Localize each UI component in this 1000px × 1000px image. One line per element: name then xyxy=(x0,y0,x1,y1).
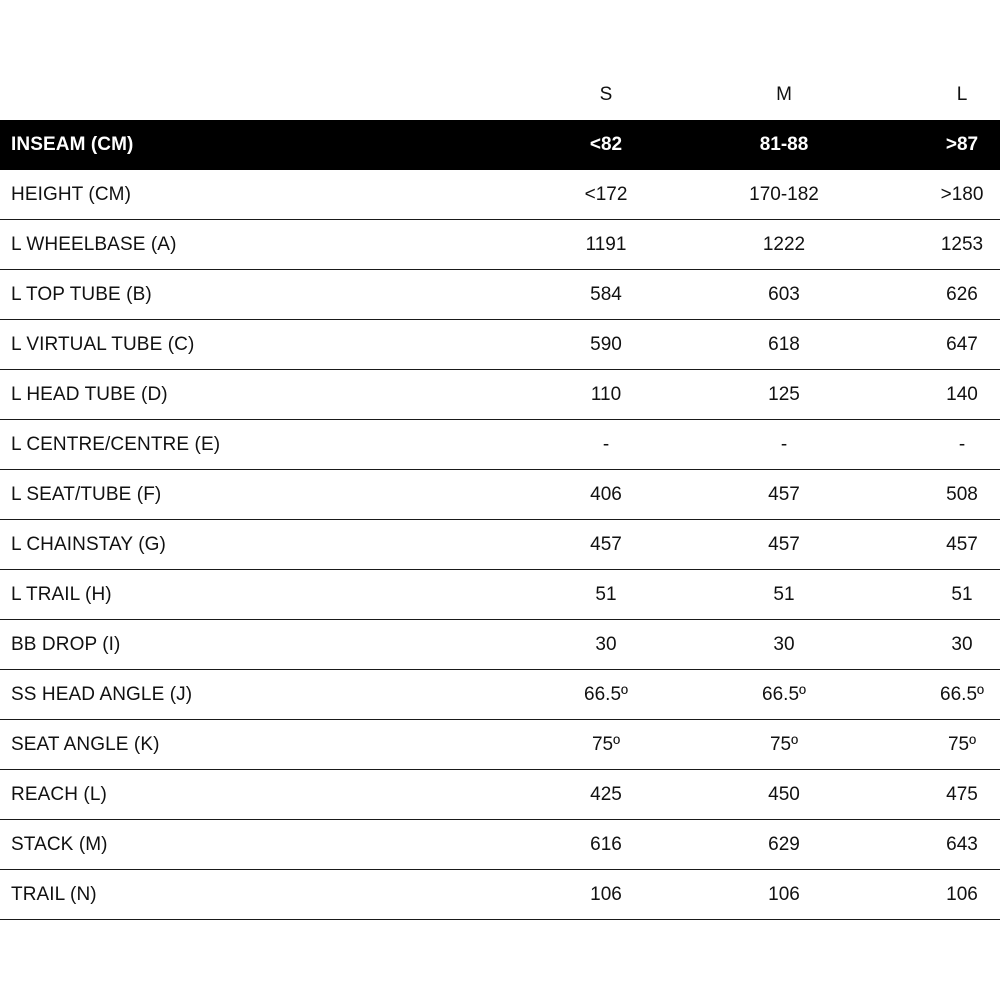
table-row-virtual-tube xyxy=(0,320,1000,370)
cell-s: - xyxy=(602,433,610,455)
cell-l: 66.5º xyxy=(940,683,984,705)
row-label: REACH (L) xyxy=(11,783,107,805)
row-label: L TOP TUBE (B) xyxy=(11,283,152,305)
cell-s: 106 xyxy=(590,883,622,905)
row-label: BB DROP (I) xyxy=(11,633,121,655)
cell-l: 75º xyxy=(947,733,977,755)
cell-l: 475 xyxy=(946,783,978,805)
cell-m: 30 xyxy=(773,633,795,655)
row-label: L CENTRE/CENTRE (E) xyxy=(11,433,221,455)
cell-s: 110 xyxy=(590,383,622,405)
cell-l: 508 xyxy=(946,483,978,505)
table-row-head-tube xyxy=(0,370,1000,420)
cell-l: 140 xyxy=(946,383,978,405)
table-row-height xyxy=(0,170,1000,220)
row-label: SEAT ANGLE (K) xyxy=(11,733,160,755)
cell-m: 603 xyxy=(768,283,800,305)
cell-l: 30 xyxy=(951,633,973,655)
row-label: TRAIL (N) xyxy=(11,883,97,905)
table-row-top-tube xyxy=(0,270,1000,320)
table-header-row xyxy=(0,70,1000,120)
cell-s: 616 xyxy=(590,833,622,855)
cell-m: 81-88 xyxy=(759,133,809,155)
cell-l: 457 xyxy=(946,533,978,555)
cell-l: 647 xyxy=(946,333,978,355)
cell-s: <82 xyxy=(589,133,623,155)
cell-m: 75º xyxy=(769,733,799,755)
cell-s: 584 xyxy=(590,283,622,305)
geometry-table xyxy=(0,70,1000,920)
cell-s: 457 xyxy=(590,533,622,555)
table-row-stack xyxy=(0,820,1000,870)
table-row-seat-tube xyxy=(0,470,1000,520)
cell-m: 618 xyxy=(768,333,800,355)
table-row-bb-drop xyxy=(0,620,1000,670)
column-header-m: M xyxy=(776,84,792,105)
column-header-s: S xyxy=(599,84,613,105)
cell-s: 66.5º xyxy=(584,683,628,705)
cell-m: - xyxy=(780,433,788,455)
row-label: L VIRTUAL TUBE (C) xyxy=(11,333,195,355)
cell-s: 51 xyxy=(595,583,617,605)
cell-m: 125 xyxy=(768,383,800,405)
row-label: INSEAM (CM) xyxy=(11,133,134,155)
cell-m: 51 xyxy=(773,583,795,605)
table-row-trail xyxy=(0,870,1000,920)
table-row-reach xyxy=(0,770,1000,820)
cell-l: - xyxy=(958,433,966,455)
cell-s: 406 xyxy=(590,483,622,505)
row-label: L SEAT/TUBE (F) xyxy=(11,483,162,505)
table-row-inseam xyxy=(0,120,1000,170)
cell-s: 75º xyxy=(591,733,621,755)
cell-s: 425 xyxy=(590,783,622,805)
cell-s: 30 xyxy=(595,633,617,655)
cell-l: 106 xyxy=(946,883,978,905)
cell-s: 590 xyxy=(590,333,622,355)
row-label: STACK (M) xyxy=(11,833,108,855)
cell-m: 457 xyxy=(768,483,800,505)
cell-l: >180 xyxy=(940,183,984,205)
table-row-centre-centre xyxy=(0,420,1000,470)
cell-m: 629 xyxy=(768,833,800,855)
cell-l: 643 xyxy=(946,833,978,855)
cell-m: 457 xyxy=(768,533,800,555)
cell-m: 1222 xyxy=(762,233,806,255)
cell-s: 1191 xyxy=(585,233,627,255)
row-label: L WHEELBASE (A) xyxy=(11,233,177,255)
table-row-head-angle xyxy=(0,670,1000,720)
row-label: SS HEAD ANGLE (J) xyxy=(11,683,193,705)
row-label: L CHAINSTAY (G) xyxy=(11,533,166,555)
table-row-l-trail xyxy=(0,570,1000,620)
row-label: L HEAD TUBE (D) xyxy=(11,383,168,405)
cell-m: 66.5º xyxy=(762,683,806,705)
cell-l: 51 xyxy=(951,583,973,605)
table-row-wheelbase xyxy=(0,220,1000,270)
table-row-chainstay xyxy=(0,520,1000,570)
cell-l: 626 xyxy=(946,283,978,305)
cell-l: >87 xyxy=(945,133,979,155)
table-row-seat-angle xyxy=(0,720,1000,770)
cell-m: 106 xyxy=(768,883,800,905)
cell-m: 450 xyxy=(768,783,800,805)
cell-m: 170-182 xyxy=(749,183,819,205)
cell-s: <172 xyxy=(584,183,628,205)
cell-l: 1253 xyxy=(940,233,984,255)
row-label: HEIGHT (CM) xyxy=(11,183,132,205)
column-header-l: L xyxy=(956,84,968,105)
row-label: L TRAIL (H) xyxy=(11,583,112,605)
